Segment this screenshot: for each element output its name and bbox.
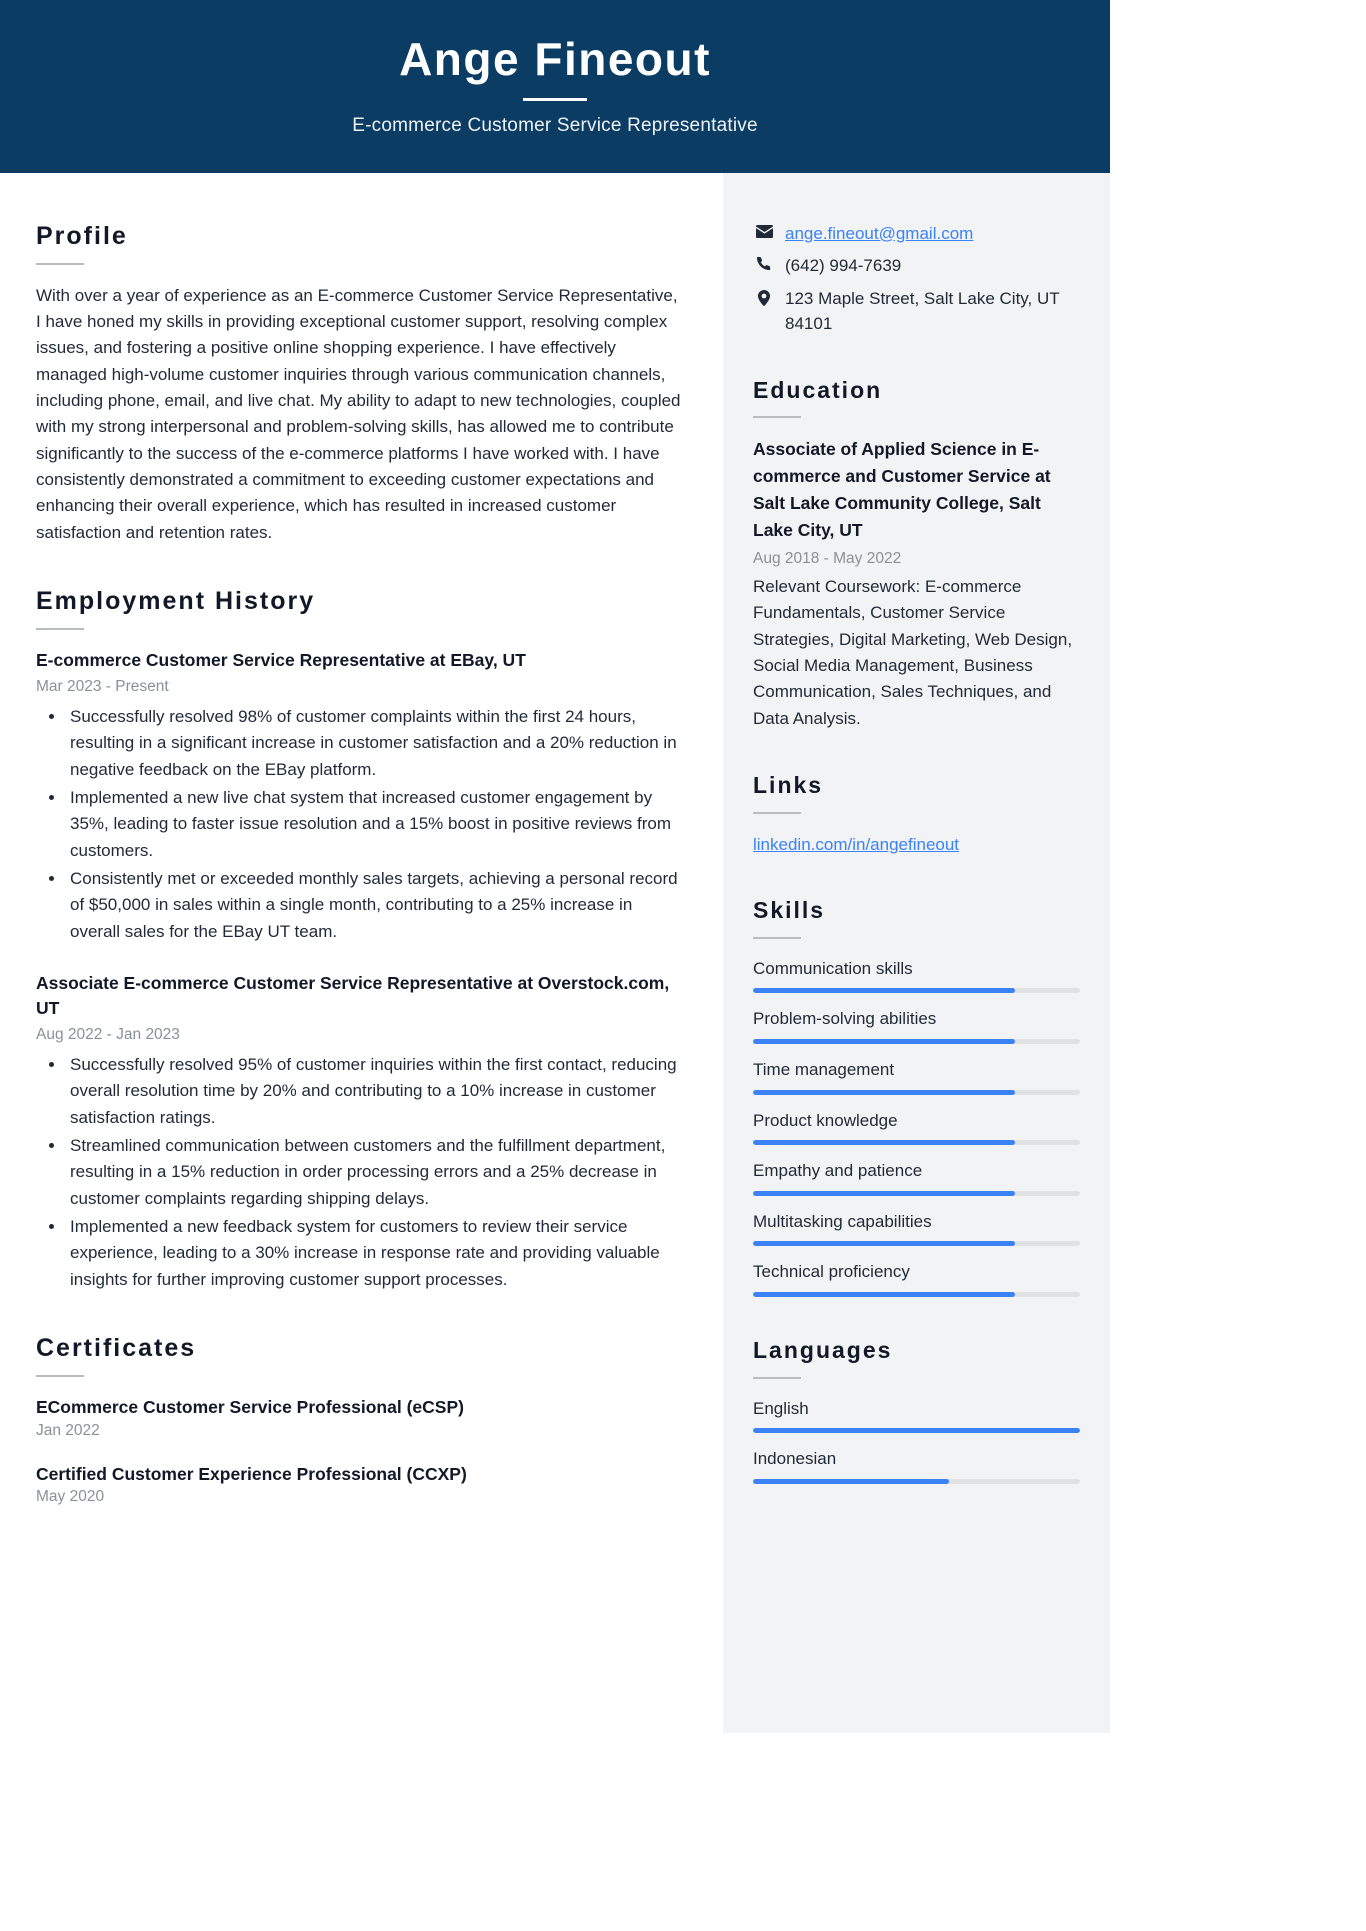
section-education — [753, 377, 1080, 732]
language-track — [753, 1479, 1080, 1484]
education-heading-rule — [753, 416, 801, 418]
section-languages — [753, 1337, 1080, 1484]
section-certificates — [36, 1333, 681, 1506]
employment-title: Associate E-commerce Customer Service Representative at Overstock.com, UT — [36, 973, 670, 1018]
employment-bullet-item: • Consistently met or exceeded monthly sales targets, achieving a personal record of $50,000 in sales within a single month, contributing to a 25% increase in overall sales for the EBay UT team. — [66, 866, 681, 945]
contact-email-link[interactable]: ange.fineout@gmail.com — [785, 223, 974, 243]
employment-list — [36, 648, 681, 1293]
certificates-list — [36, 1395, 681, 1506]
skill — [753, 957, 1080, 994]
skills-list — [753, 957, 1080, 1297]
skill — [753, 1007, 1080, 1044]
education-heading: Education — [753, 376, 883, 403]
certificate-date: May 2020 — [36, 1488, 105, 1506]
employment-bullet-item: • Streamlined communication between customers and the fulfillment department, resulting in a 15% reduction in order processing errors and a 25% decrease in customer complaints regarding shipping delays. — [66, 1133, 681, 1212]
skill-fill — [753, 1241, 1015, 1246]
skills-heading-rule — [753, 937, 801, 939]
skill — [753, 1210, 1080, 1247]
employment-title: E-commerce Customer Service Representative at EBay, UT — [36, 649, 526, 670]
language — [753, 1397, 1080, 1434]
skill-label: Empathy and patience — [753, 1161, 923, 1181]
main-column — [0, 173, 723, 1733]
section-skills — [753, 897, 1080, 1297]
contact-row — [753, 286, 1080, 337]
skills-heading: Skills — [753, 897, 826, 924]
candidate-job-title: E-commerce Customer Service Representative — [352, 114, 758, 136]
skill — [753, 1260, 1080, 1297]
employment-bullet-item: • Successfully resolved 98% of customer complaints within the first 24 hours, resulting in a significant increase in customer satisfaction and a 20% reduction in negative feedback on the EBay platform. — [66, 704, 681, 783]
education-date: Aug 2018 - May 2022 — [753, 549, 902, 567]
skill-fill — [753, 1090, 1015, 1095]
contact-row[interactable] — [753, 221, 1080, 247]
envelope-icon — [753, 221, 775, 238]
skill-track — [753, 988, 1080, 993]
contact-info — [753, 221, 1080, 337]
skill-track — [753, 1241, 1080, 1246]
employment-bullets — [66, 1052, 681, 1293]
languages-heading: Languages — [753, 1337, 893, 1364]
education-description: Relevant Coursework: E-commerce Fundamentals, Customer Service Strategies, Digital Marketing, Web Design, Social Media Management, Business Communication, Sales Techniques, and Data Analysis. — [753, 576, 1073, 728]
skill — [753, 1058, 1080, 1095]
header-divider — [523, 98, 587, 101]
skill — [753, 1159, 1080, 1196]
language — [753, 1447, 1080, 1484]
skill-fill — [753, 1039, 1015, 1044]
resume-body — [0, 173, 1110, 1733]
language-track — [753, 1428, 1080, 1433]
skill-track — [753, 1039, 1080, 1044]
sidebar-column — [723, 173, 1110, 1733]
profile-text: With over a year of experience as an E-commerce Customer Service Representative, I have honed my skills in providing exceptional customer support, resolving complex issues, and fostering a positive online shopping experience. I have effectively managed high-volume customer inquiries through various communication channels, including phone, email, and live chat. My ability to adapt to new technologies, coupled with my strong interpersonal and problem-solving skills, has allowed me to contribute significantly to the success of the e-commerce platforms I have worked with. I have consistently demonstrated a commitment to exceeding customer expectations and enhancing their overall experience, which has resulted in increased customer satisfaction and retention rates. — [36, 285, 681, 542]
certificates-heading-rule — [36, 1375, 84, 1377]
skill-fill — [753, 1191, 1015, 1196]
contact-row — [753, 253, 1080, 279]
resume-header — [0, 0, 1110, 173]
language-fill — [753, 1428, 1080, 1433]
links-list — [753, 832, 1080, 858]
section-links — [753, 772, 1080, 857]
certificates-heading: Certificates — [36, 1334, 197, 1363]
links-heading: Links — [753, 771, 824, 798]
language-label: English — [753, 1398, 809, 1418]
profile-heading: Profile — [36, 221, 128, 250]
skill-label: Product knowledge — [753, 1110, 898, 1130]
employment-entry — [36, 971, 681, 1293]
contact-value: (642) 994-7639 — [785, 256, 902, 276]
skill-label: Technical proficiency — [753, 1262, 910, 1282]
profile-heading-rule — [36, 263, 84, 265]
skill-track — [753, 1292, 1080, 1297]
profile-link[interactable]: linkedin.com/in/angefineout — [753, 834, 960, 854]
employment-bullet-item: • Implemented a new feedback system for customers to review their service experience, leading to a 30% increase in response rate and providing valuable insights for further improving customer support processes. — [66, 1214, 681, 1293]
employment-bullet-item: • Successfully resolved 95% of customer inquiries within the first contact, reducing overall resolution time by 20% and contributing to a 10% increase in customer satisfaction ratings. — [66, 1052, 681, 1131]
skill-label: Problem-solving abilities — [753, 1009, 937, 1029]
certificate-title: ECommerce Customer Service Professional (eCSP) — [36, 1397, 464, 1418]
section-employment-history — [36, 586, 681, 1293]
section-profile — [36, 221, 681, 546]
employment-heading-rule — [36, 628, 84, 630]
skill-fill — [753, 988, 1015, 993]
skill — [753, 1109, 1080, 1146]
certificate-title: Certified Customer Experience Professional (CCXP) — [36, 1463, 467, 1484]
certificate-entry — [36, 1395, 681, 1440]
language-label: Indonesian — [753, 1449, 837, 1469]
employment-heading: Employment History — [36, 586, 316, 615]
skill-label: Multitasking capabilities — [753, 1211, 932, 1231]
languages-heading-rule — [753, 1377, 801, 1379]
skill-label: Time management — [753, 1059, 895, 1079]
skill-fill — [753, 1292, 1015, 1297]
employment-bullets — [66, 704, 681, 945]
skill-track — [753, 1140, 1080, 1145]
candidate-name: Ange Fineout — [399, 33, 711, 85]
links-heading-rule — [753, 812, 801, 814]
employment-entry — [36, 648, 681, 945]
skill-track — [753, 1191, 1080, 1196]
skill-label: Communication skills — [753, 958, 913, 978]
employment-bullet-item: • Implemented a new live chat system that increased customer engagement by 35%, leading to faster issue resolution and a 15% boost in positive reviews from customers. — [66, 785, 681, 864]
skill-fill — [753, 1140, 1015, 1145]
certificate-date: Jan 2022 — [36, 1421, 100, 1439]
language-fill — [753, 1479, 949, 1484]
employment-date: Mar 2023 - Present — [36, 677, 169, 695]
contact-value: 123 Maple Street, Salt Lake City, UT 84101 — [785, 288, 1060, 334]
map-pin-icon — [753, 286, 775, 306]
skill-track — [753, 1090, 1080, 1095]
employment-date: Aug 2022 - Jan 2023 — [36, 1025, 180, 1043]
languages-list — [753, 1397, 1080, 1484]
certificate-entry — [36, 1462, 681, 1507]
education-degree: Associate of Applied Science in E-commerce and Customer Service at Salt Lake Community College, Salt Lake City, UT — [753, 439, 1051, 541]
phone-icon — [753, 253, 775, 272]
